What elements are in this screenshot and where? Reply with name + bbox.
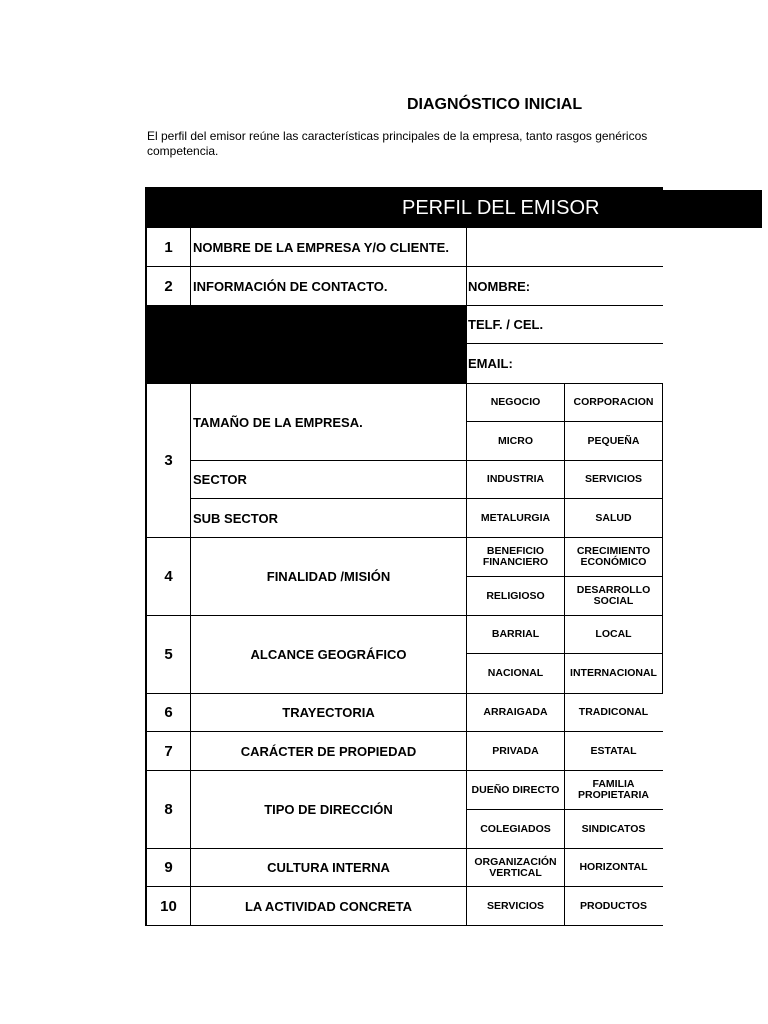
option-cell: ORGANIZACIÓN VERTICAL [474,855,557,879]
option-cell: HORIZONTAL [579,861,648,873]
contact-field-email: EMAIL: [468,356,513,371]
row-number: 2 [164,277,173,295]
intro-line-2: competencia. [147,144,219,158]
option-cell: INTERNACIONAL [570,667,657,679]
table-header-band-extension [663,190,762,228]
row-label: ALCANCE GEOGRÁFICO [250,647,407,662]
page-title: DIAGNÓSTICO INICIAL [407,96,583,113]
option-cell: ARRAIGADA [483,706,548,718]
option-cell: INDUSTRIA [486,473,545,485]
row-label: TAMAÑO DE LA EMPRESA. [193,414,363,430]
row-label: CULTURA INTERNA [267,860,390,875]
row-label: TRAYECTORIA [282,705,375,720]
option-cell: RELIGIOSO [486,589,545,602]
row-number: 5 [164,646,173,663]
row-number: 9 [164,859,173,876]
option-cell: SINDICATOS [581,822,646,835]
sector-label: SECTOR [193,472,247,487]
row-number: 3 [164,452,173,469]
intro-line-1: El perfil del emisor reúne las características principales de la empresa, tanto rasgos genéricos [147,129,648,143]
option-cell: DUEÑO DIRECTO [471,783,560,796]
intro-text [147,129,664,159]
option-cell: PEQUEÑA [587,434,640,447]
row-number: 10 [160,897,177,915]
option-cell: CRECIMIENTO ECONÓMICO [576,545,651,568]
row-number: 1 [164,238,173,256]
table-title: PERFIL DEL EMISOR [402,197,600,219]
option-cell: SALUD [595,511,632,524]
row-label: LA ACTIVIDAD CONCRETA [244,898,413,914]
contact-black-block [145,305,466,384]
option-cell: COLEGIADOS [480,822,551,835]
option-cell: LOCAL [595,628,632,640]
option-cell: SERVICIOS [487,899,544,912]
row-label: FINALIDAD /MISIÓN [266,569,391,584]
subsector-label: SUB SECTOR [193,510,278,526]
option-cell: FAMILIA PROPIETARIA [578,778,649,801]
option-cell: METALURGIA [480,511,551,524]
row-label: CARÁCTER DE PROPIEDAD [240,743,417,759]
row-number: 6 [164,704,173,721]
option-cell: MICRO [498,434,533,447]
row-number: 8 [164,801,173,818]
option-cell: DESARROLLO SOCIAL [576,584,651,607]
row-label: NOMBRE DE LA EMPRESA Y/O CLIENTE. [193,239,449,255]
row-label: TIPO DE DIRECCIÓN [264,802,393,817]
option-cell: ESTATAL [590,744,637,757]
option-cell: NEGOCIO [490,396,541,408]
row-number: 4 [164,568,173,585]
option-cell: SERVICIOS [585,473,642,485]
contact-field-phone: TELF. / CEL. [468,317,544,332]
row-number: 7 [164,742,173,760]
row-label: INFORMACIÓN DE CONTACTO. [193,278,388,294]
option-cell: BENEFICIO FINANCIERO [482,545,549,568]
option-cell: PRIVADA [492,744,539,757]
option-cell: BARRIAL [491,628,540,640]
option-cell: PRODUCTOS [580,899,647,912]
option-cell: NACIONAL [487,667,544,679]
contact-field-name: NOMBRE: [468,278,531,294]
option-cell: TRADICONAL [578,706,649,718]
option-cell: CORPORACION [573,396,654,408]
